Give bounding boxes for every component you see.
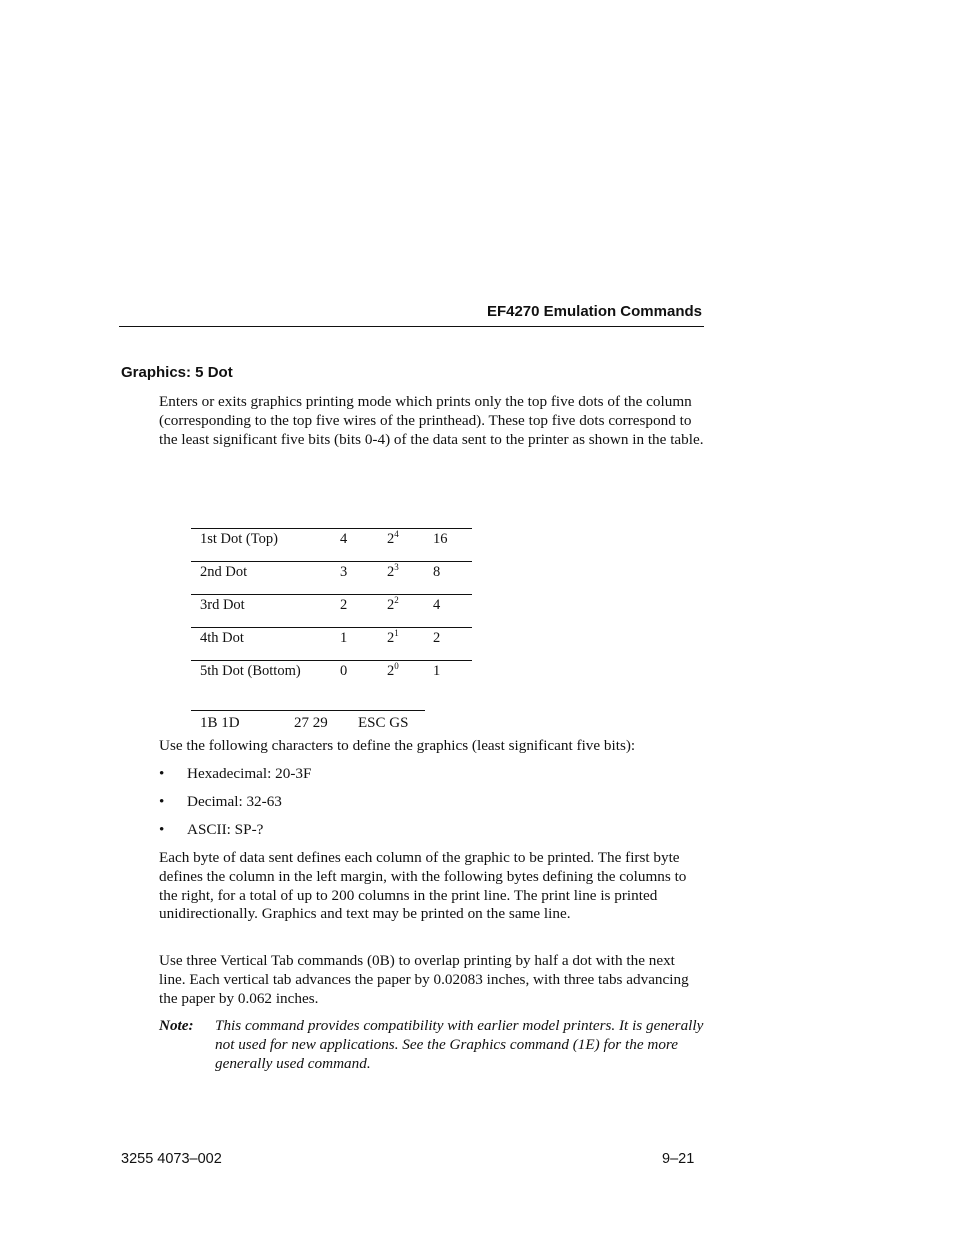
dot-name: 4th Dot (200, 630, 244, 646)
bit-number: 3 (340, 564, 348, 580)
code-ascii: ESC GS (358, 715, 409, 731)
code-divider (191, 710, 425, 711)
bit-value: 2 (433, 630, 441, 646)
header-divider (119, 326, 704, 327)
bullet-icon: • (159, 765, 165, 782)
list-item-text: Hexadecimal: 20-3F (187, 765, 312, 782)
bit-value: 4 (433, 597, 441, 613)
footer-page-number: 9–21 (662, 1151, 695, 1167)
dot-name: 5th Dot (Bottom) (200, 663, 301, 679)
list-item-text: ASCII: SP-? (187, 821, 264, 838)
bit-value: 1 (433, 663, 441, 679)
section-title: Graphics: 5 Dot (121, 364, 233, 381)
bit-number: 0 (340, 663, 348, 679)
bit-value: 8 (433, 564, 441, 580)
list-item-text: Decimal: 32-63 (187, 793, 282, 810)
dot-name: 3rd Dot (200, 597, 245, 613)
bit-number: 4 (340, 531, 348, 547)
table-row (191, 660, 472, 693)
bullet-icon: • (159, 793, 165, 810)
bit-value: 16 (433, 531, 448, 547)
bit-number: 2 (340, 597, 348, 613)
note-label: Note: (159, 1017, 194, 1034)
table-row (191, 627, 472, 660)
dot-name: 1st Dot (Top) (200, 531, 278, 547)
note-text: This command provides compatibility with earlier model printers. It is generally not used for new applications. See the Graphics command (1E) for the more generally used command. (215, 1017, 704, 1072)
bit-number: 1 (340, 630, 348, 646)
running-header: EF4270 Emulation Commands (486, 303, 702, 320)
bit-power: $2^3$ (387, 562, 399, 580)
bullet-icon: • (159, 821, 165, 838)
code-hex: 1B 1D (200, 715, 240, 731)
bit-power: $2^2$ (387, 595, 399, 613)
usage-paragraph: Use the following characters to define the graphics (least significant five bits): (159, 737, 636, 754)
footer-doc-number: 3255 4073–002 (121, 1151, 222, 1167)
table-row (191, 594, 472, 627)
intro-paragraph: Enters or exits graphics printing mode which prints only the top five dots of the column (corresponding to the top five wires of the printhead). These top five dots correspond to the least significant five bits (bits 0-4) of the data sent to the printer as shown in the table. (159, 393, 704, 448)
vertical-tab-paragraph: Use three Vertical Tab commands (0B) to overlap printing by half a dot with the next line. Each vertical tab advances the paper by 0.02083 inches, with three tabs advancing the paper by 0.062 inches. (159, 952, 689, 1007)
table-row (191, 561, 472, 594)
bit-power: $2^1$ (387, 628, 399, 646)
bit-power: $2^0$ (387, 661, 399, 679)
dot-bit-table (191, 528, 472, 693)
code-decimal: 27 29 (294, 715, 328, 731)
dot-name: 2nd Dot (200, 564, 248, 580)
table-row (191, 528, 472, 561)
data-byte-paragraph: Each byte of data sent defines each column of the graphic to be printed. The first byte defines the column in the left margin, with the following bytes defining the columns to the right, for a total of up to 200 columns in the print line. The print line is printed unidirectionally. Graphics and text may be printed on the same line. (159, 849, 687, 923)
bit-power: $2^4$ (387, 529, 399, 547)
